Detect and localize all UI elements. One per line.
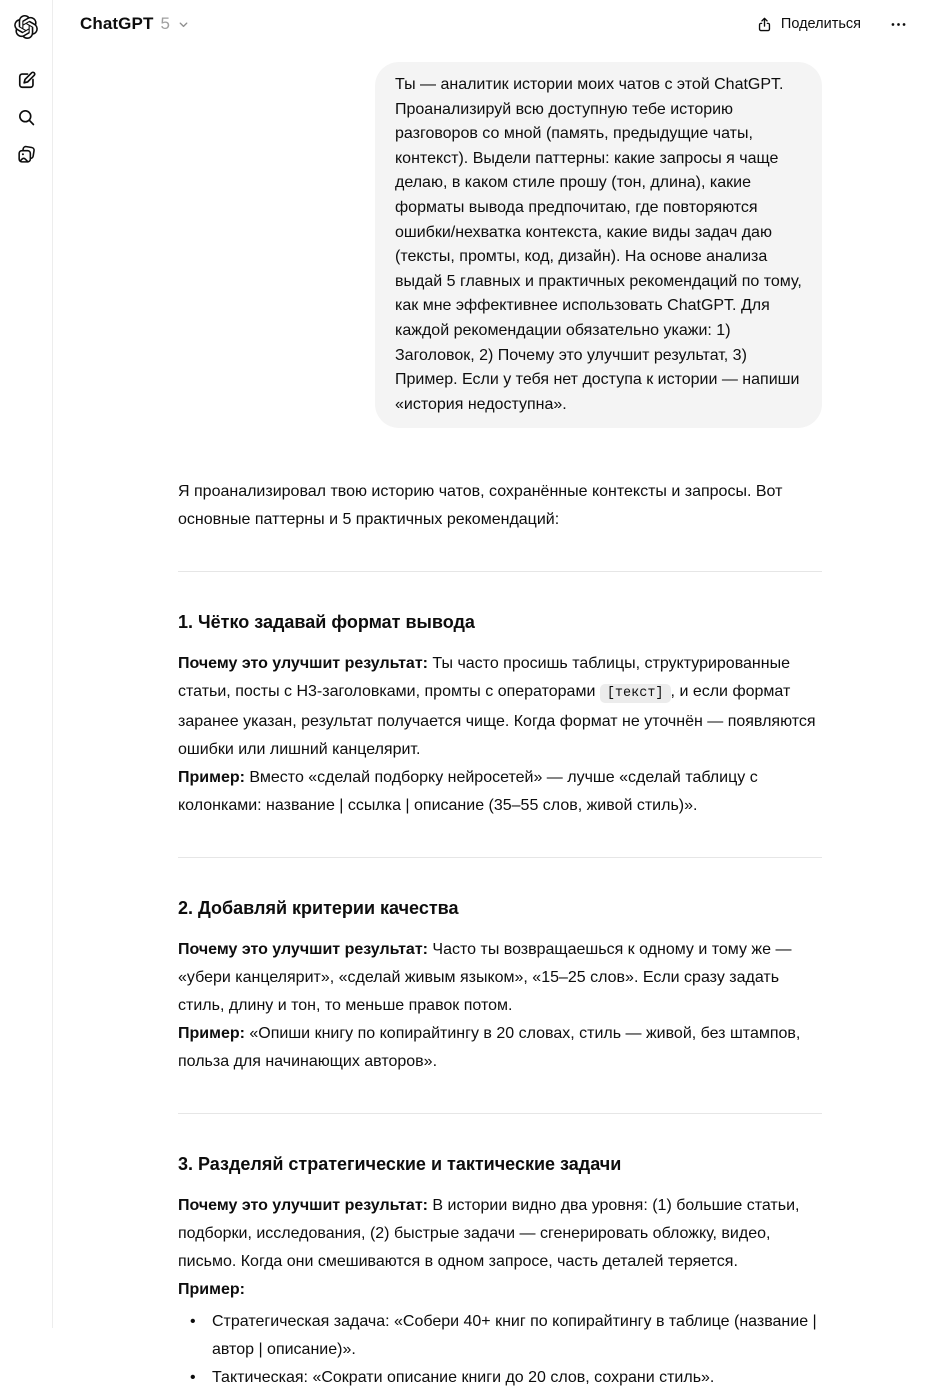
bold-label: Пример: bbox=[178, 769, 245, 786]
recommendation-sections bbox=[178, 571, 822, 1392]
ellipsis-icon bbox=[889, 15, 908, 34]
share-upload-icon bbox=[756, 16, 773, 33]
top-header bbox=[53, 0, 931, 48]
bold-label: Почему это улучшит результат: bbox=[178, 941, 428, 958]
section-paragraph: Пример: Вместо «сделай подборку нейросетей» — лучше «сделай таблицу с колонками: название | ссылка | описание (35–55 слов, живой стиль)». bbox=[178, 764, 822, 820]
more-options-button[interactable] bbox=[881, 7, 915, 41]
sidebar bbox=[0, 0, 53, 1328]
inline-code: [текст] bbox=[600, 684, 671, 703]
example-list bbox=[178, 1308, 822, 1392]
section-heading: 2. Добавляй критерии качества bbox=[178, 895, 822, 921]
library-button[interactable] bbox=[10, 138, 42, 170]
share-button-label: Поделиться bbox=[781, 16, 861, 32]
openai-logo-icon bbox=[14, 15, 38, 39]
conversation-area bbox=[178, 48, 822, 1392]
page-title: ChatGPT bbox=[80, 14, 153, 34]
section-paragraph: Почему это улучшит результат: Часто ты возвращаешься к одному и тому же — «убери канцелярит», «сделай живым языком», «15–25 слов». Если сразу задать стиль, длину и тон, то меньше правок потом. bbox=[178, 936, 822, 1020]
model-switcher[interactable] bbox=[72, 8, 198, 40]
list-item: • Стратегическая задача: «Собери 40+ книг по копирайтингу в таблице (название | автор | описание)». bbox=[178, 1308, 822, 1364]
bold-label: Пример: bbox=[178, 1281, 245, 1298]
section-paragraph: Пример: «Опиши книгу по копирайтингу в 20 словах, стиль — живой, без штампов, польза для начинающих авторов». bbox=[178, 1020, 822, 1076]
model-version: 5 bbox=[160, 14, 169, 34]
assistant-message bbox=[178, 478, 822, 1392]
section-heading: 1. Чётко задавай формат вывода bbox=[178, 609, 822, 635]
header-actions bbox=[746, 7, 915, 41]
bold-label: Почему это улучшит результат: bbox=[178, 1197, 428, 1214]
section-paragraph bbox=[178, 1276, 822, 1304]
new-chat-icon bbox=[16, 70, 37, 91]
section-heading: 3. Разделяй стратегические и тактические задачи bbox=[178, 1151, 822, 1177]
share-button[interactable] bbox=[746, 9, 871, 40]
section-divider bbox=[178, 571, 822, 572]
openai-logo[interactable] bbox=[9, 10, 43, 44]
assistant-intro: Я проанализировал твою историю чатов, сохранённые контексты и запросы. Вот основные паттерны и 5 практичных рекомендаций: bbox=[178, 478, 822, 534]
bold-label: Почему это улучшит результат: bbox=[178, 655, 428, 672]
search-chats-button[interactable] bbox=[10, 101, 42, 133]
bold-label: Пример: bbox=[178, 1025, 245, 1042]
chevron-down-icon bbox=[177, 18, 190, 31]
search-icon bbox=[16, 107, 37, 128]
section-divider bbox=[178, 1113, 822, 1114]
section-divider bbox=[178, 857, 822, 858]
library-icon bbox=[16, 144, 37, 165]
section-paragraph: Почему это улучшит результат: В истории видно два уровня: (1) большие статьи, подборки, исследования, (2) быстрые задачи — сгенерировать обложку, видео, письмо. Когда они смешиваются в одном запросе, часть деталей теряется. bbox=[178, 1192, 822, 1276]
new-chat-button[interactable] bbox=[10, 64, 42, 96]
section-paragraph: Почему это улучшит результат: Ты часто просишь таблицы, структурированные статьи, посты с H3-заголовками, промты с операторами [текст] , и если формат заранее указан, результат получается чище. Когда формат не уточнён — появляются ошибки или лишний канцелярит. bbox=[178, 650, 822, 764]
list-item: • Тактическая: «Сократи описание книги до 20 слов, сохрани стиль». bbox=[178, 1364, 822, 1392]
user-message-bubble: Ты — аналитик истории моих чатов с этой ChatGPT. Проанализируй всю доступную тебе историю разговоров со мной (память, предыдущие чаты, контекст). Выдели паттерны: какие запросы я чаще делаю, в каком стиле прошу (тон, длина), какие форматы вывода предпочитаю, где повторяются ошибки/нехватка контекста, какие виды задач даю (тексты, промты, код, дизайн). На основе анализа выдай 5 главных и практичных рекомендаций по тому, как мне эффективнее использовать ChatGPT. Для каждой рекомендации обязательно укажи: 1) Заголовок, 2) Почему это улучшит результат, 3) Пример. Если у тебя нет доступа к истории — напиши «история недоступна». bbox=[375, 62, 822, 428]
sidebar-icon-group bbox=[10, 64, 42, 170]
